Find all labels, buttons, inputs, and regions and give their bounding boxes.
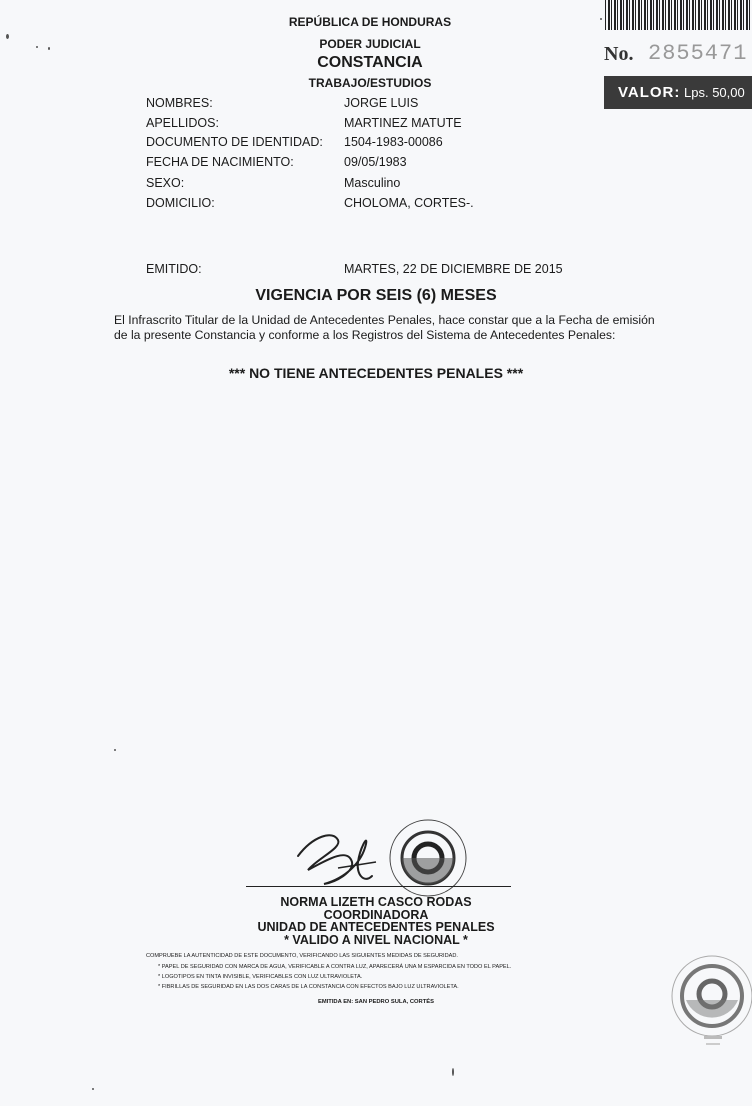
header-republica: REPÚBLICA DE HONDURAS [288, 15, 452, 29]
serial-no-label: No. [604, 43, 634, 65]
security-note-fibers: * FIBRILLAS DE SEGURIDAD EN LAS DOS CARAS DE LA CONSTANCIA CON EFECTOS BAJO LUZ ULTRAVIOLETA. [158, 984, 459, 990]
security-note-logos: * LOGOTIPOS EN TINTA INVISIBLE, VERIFICABLES CON LUZ ULTRAVIOLETA. [158, 974, 363, 980]
header-poder-judicial: PODER JUDICIAL [319, 37, 421, 51]
emitido-value: MARTES, 22 DE DICIEMBRE DE 2015 [344, 262, 563, 276]
valor-label: VALOR: [618, 84, 681, 101]
watermark-seal-icon [666, 948, 752, 1058]
signer-name: NORMA LIZETH CASCO RODAS [280, 895, 472, 909]
scan-speck [36, 46, 38, 48]
emitido-label: EMITIDO: [146, 262, 202, 276]
certification-paragraph: El Infrascrito Titular de la Unidad de Antecedentes Penales, hace constar que a la Fecha de emisión de la presente Constancia y conforme a los Registros del Sistema de Antecedentes Penales: [114, 313, 655, 342]
scan-speck [48, 47, 50, 50]
scan-speck [6, 34, 9, 39]
field-label-sexo: SEXO: [146, 176, 185, 190]
signature-line [246, 886, 511, 887]
barcode-icon [605, 0, 752, 30]
valor-amount: Lps. 50,00 [684, 85, 745, 100]
signer-title: COORDINADORA [323, 908, 429, 922]
scan-speck [114, 749, 116, 751]
result-statement: *** NO TIENE ANTECEDENTES PENALES *** [228, 365, 524, 381]
official-seal-icon [390, 820, 466, 896]
field-value-nombres: JORGE LUIS [344, 96, 419, 110]
header-constancia: CONSTANCIA [317, 54, 423, 71]
field-label-fecha-nacimiento: FECHA DE NACIMIENTO: [146, 155, 294, 169]
field-value-fecha-nacimiento: 09/05/1983 [344, 155, 407, 169]
handwritten-signature-icon [298, 835, 376, 884]
field-value-sexo: Masculino [344, 176, 401, 190]
validity-note: * VALIDO A NIVEL NACIONAL * [284, 933, 468, 947]
field-label-domicilio: DOMICILIO: [146, 196, 215, 210]
field-label-nombres: NOMBRES: [146, 96, 213, 110]
scan-speck [600, 18, 602, 20]
field-label-apellidos: APELLIDOS: [146, 116, 219, 130]
vigencia-heading: VIGENCIA POR SEIS (6) MESES [255, 287, 497, 304]
scan-speck [92, 1088, 94, 1090]
field-label-documento: DOCUMENTO DE IDENTIDAD: [146, 135, 323, 149]
emitida-location: EMITIDA EN: SAN PEDRO SULA, CORTÉS [317, 999, 435, 1005]
security-note-paper: * PAPEL DE SEGURIDAD CON MARCA DE AGUA, VERIFICABLE A CONTRA LUZ, APARECERÁ UNA M ESPARCIDA EN TODO EL PAPEL. [158, 964, 512, 970]
field-value-apellidos: MARTINEZ MATUTE [344, 116, 462, 130]
field-value-documento: 1504-1983-00086 [344, 135, 443, 149]
header-tipo: TRABAJO/ESTUDIOS [308, 76, 432, 90]
signer-unit: UNIDAD DE ANTECEDENTES PENALES [257, 920, 495, 934]
valor-box [604, 76, 752, 109]
scan-speck [452, 1068, 454, 1076]
field-value-domicilio: CHOLOMA, CORTES-. [344, 196, 474, 210]
security-note-intro: COMPRUEBE LA AUTENTICIDAD DE ESTE DOCUMENTO, VERIFICANDO LAS SIGUIENTES MEDIDAS DE SEGURIDAD. [146, 953, 458, 959]
serial-no-value: 2855471 [648, 41, 748, 66]
